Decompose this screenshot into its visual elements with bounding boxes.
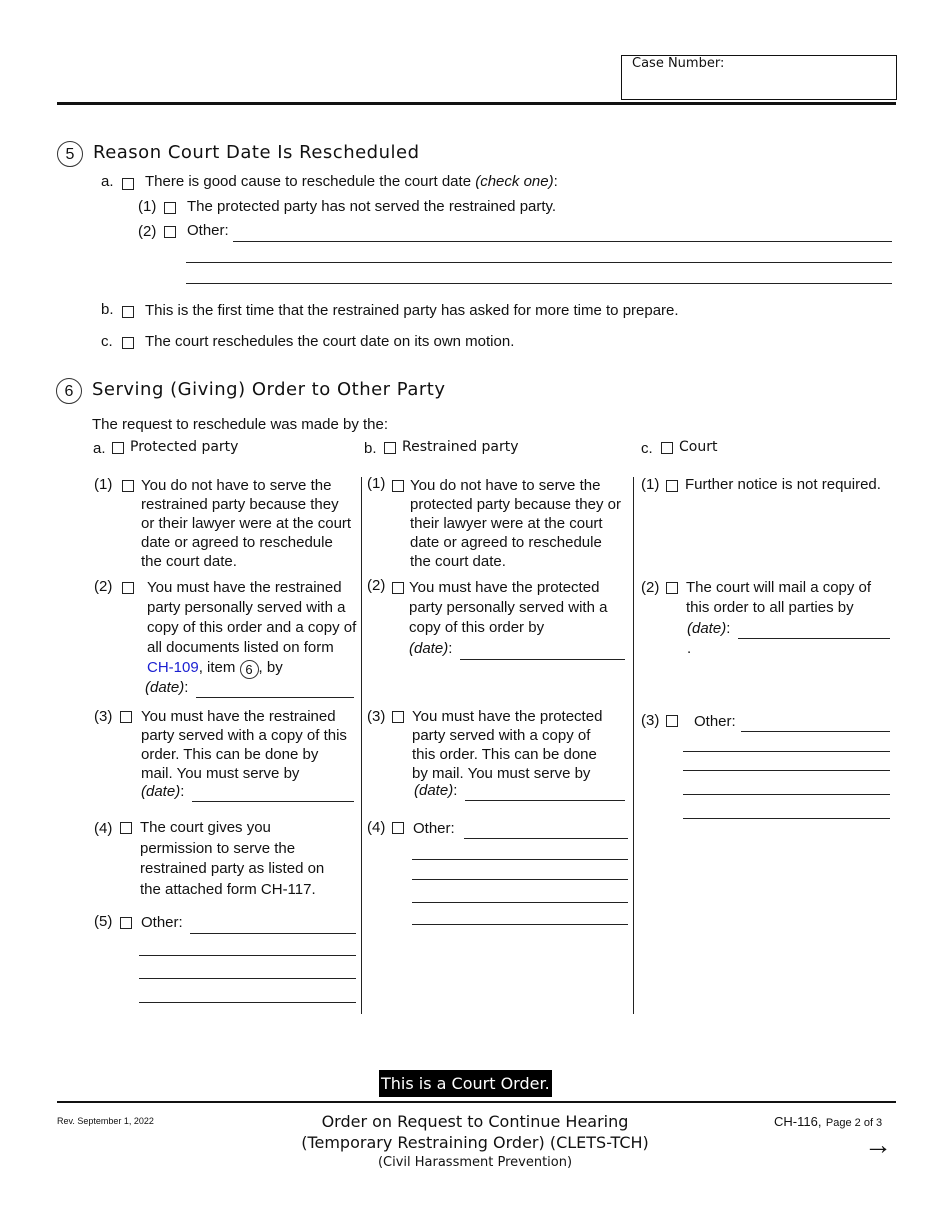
a2-label: You must have the restrained party personally served with a copy of this order and a copy of all documents listed on form	[147, 579, 357, 656]
a5-line-2[interactable]	[139, 955, 356, 956]
a2-date-line[interactable]	[196, 697, 354, 698]
checkbox-a4[interactable]	[120, 822, 132, 834]
b2-text: You must have the protected party personally served with a copy of this order by	[409, 579, 608, 636]
checkbox-5c[interactable]	[122, 337, 134, 349]
c3-num: (3)	[641, 712, 660, 729]
checkbox-c1[interactable]	[666, 480, 678, 492]
checkbox-5a[interactable]	[122, 178, 134, 190]
item-5b-text: This is the first time that the restrained party has asked for more time to prepare.	[145, 302, 679, 319]
a2-colon: :	[184, 679, 189, 696]
checkbox-5a1[interactable]	[164, 202, 176, 214]
a5-line-3[interactable]	[139, 978, 356, 979]
b3-text: You must have the protected party served with a copy of this order. This can be done by mail. You must serve by	[412, 708, 603, 782]
b2-num: (2)	[367, 577, 386, 594]
checkbox-5a2[interactable]	[164, 226, 176, 238]
item-5a-letter: a.	[101, 173, 114, 190]
item-5a-note: (check one)	[475, 173, 554, 190]
c2-text: The court will mail a copy of this order to all parties by	[686, 579, 872, 616]
item-5c-text: The court reschedules the court date on its own motion.	[145, 333, 515, 350]
a1-text: You do not have to serve the restrained party because they or their lawyer were at the court date or agreed to reschedule the court date.	[141, 477, 352, 570]
b3-num: (3)	[367, 708, 386, 725]
checkbox-col-b[interactable]	[384, 442, 396, 454]
checkbox-c3[interactable]	[666, 715, 678, 727]
header-rule	[57, 102, 896, 105]
a2-item-number: 6	[240, 660, 259, 679]
c2-date-label	[687, 619, 730, 638]
next-page-arrow-icon[interactable]: →	[864, 1129, 892, 1160]
checkbox-a5[interactable]	[120, 917, 132, 929]
b1-num: (1)	[367, 475, 386, 492]
a2-by-text: , by	[258, 659, 283, 676]
checkbox-b3[interactable]	[392, 711, 404, 723]
footer-title-block	[225, 1111, 725, 1172]
item-5a2-text: Other:	[187, 222, 229, 239]
a1-num: (1)	[94, 476, 113, 493]
b3-date-label	[414, 781, 457, 800]
a2-date: (date)	[145, 679, 185, 696]
a3-date: (date)	[141, 783, 181, 800]
col-a-label: Protected party	[130, 439, 239, 455]
item-5a2-num: (2)	[138, 223, 157, 240]
c2-date-line[interactable]	[738, 638, 890, 639]
column-divider-1	[361, 477, 362, 1014]
c2-colon: :	[726, 620, 731, 637]
item-5b-letter: b.	[101, 301, 114, 318]
b3-date-line[interactable]	[465, 800, 625, 801]
b4-num: (4)	[367, 819, 386, 836]
c1-num: (1)	[641, 476, 660, 493]
checkbox-b4[interactable]	[392, 822, 404, 834]
b3-colon: :	[453, 782, 458, 799]
a5-line-4[interactable]	[139, 1002, 356, 1003]
a2-text	[147, 578, 357, 679]
item-5a-label: There is good cause to reschedule the court date	[145, 173, 472, 190]
a4-text: The court gives you permission to serve the restrained party as listed on the attached form CH-117.	[140, 819, 325, 898]
c3-text: Other:	[694, 713, 736, 730]
other-line-2[interactable]	[186, 262, 892, 263]
section-6-title: Serving (Giving) Order to Other Party	[92, 379, 446, 400]
checkbox-col-c[interactable]	[661, 442, 673, 454]
col-c-letter: c.	[641, 440, 653, 457]
checkbox-b2[interactable]	[392, 582, 404, 594]
a3-date-line[interactable]	[192, 801, 354, 802]
checkbox-a1[interactable]	[122, 480, 134, 492]
section-5-number: 5	[57, 141, 83, 167]
b2-date-line[interactable]	[460, 659, 625, 660]
item-5a1-text: The protected party has not served the restrained party.	[187, 198, 557, 215]
col-b-letter: b.	[364, 440, 377, 457]
a5-text: Other:	[141, 914, 183, 931]
col-b-label: Restrained party	[402, 439, 519, 455]
b4-text: Other:	[413, 820, 455, 837]
checkbox-c2[interactable]	[666, 582, 678, 594]
column-divider-2	[633, 477, 634, 1014]
section-6-number: 6	[56, 378, 82, 404]
page-number: Page 2 of 3	[825, 1117, 883, 1129]
c2-period: .	[687, 640, 692, 657]
footer-title-3: (Civil Harassment Prevention)	[377, 1155, 573, 1170]
other-line-3[interactable]	[186, 283, 892, 284]
court-order-banner: This is a Court Order.	[379, 1070, 552, 1097]
item-5c-letter: c.	[101, 333, 113, 350]
a2-num: (2)	[94, 578, 113, 595]
c2-num: (2)	[641, 579, 660, 596]
b1-text: You do not have to serve the protected party because they or their lawyer were at the court date or agreed to reschedule the court date.	[410, 477, 621, 570]
a3-date-label	[141, 782, 184, 801]
other-line-1[interactable]	[233, 241, 892, 242]
c3-line-4[interactable]	[683, 794, 890, 795]
b2-colon: :	[448, 640, 453, 657]
a3-num: (3)	[94, 708, 113, 725]
item-5a1-num: (1)	[138, 198, 157, 215]
item-5a-text	[145, 172, 558, 191]
c3-line-2[interactable]	[683, 751, 890, 752]
checkbox-a3[interactable]	[120, 711, 132, 723]
case-number-label: Case Number:	[632, 56, 725, 71]
revision-date: Rev. September 1, 2022	[57, 1116, 154, 1126]
checkbox-b1[interactable]	[392, 480, 404, 492]
c1-text: Further notice is not required.	[685, 476, 881, 493]
footer-title-1: Order on Request to Continue Hearing	[321, 1112, 629, 1131]
ch-109-link[interactable]: CH-109	[147, 659, 199, 676]
checkbox-a2[interactable]	[122, 582, 134, 594]
footer-title-2: (Temporary Restraining Order) (CLETS-TCH)	[301, 1133, 649, 1152]
a5-num: (5)	[94, 913, 113, 930]
b4-line-3[interactable]	[412, 879, 628, 880]
a3-colon: :	[180, 783, 185, 800]
col-c-label: Court	[679, 439, 718, 455]
col-a-letter: a.	[93, 440, 106, 457]
b4-line-1[interactable]	[464, 838, 628, 839]
section-6-intro: The request to reschedule was made by the:	[92, 416, 389, 433]
footer-rule	[57, 1101, 896, 1103]
form-id: CH-116,	[774, 1114, 822, 1129]
b3-date: (date)	[414, 782, 454, 799]
a2-item-text: , item	[198, 659, 236, 676]
b4-line-4[interactable]	[412, 902, 628, 903]
item-5a-colon: :	[553, 173, 558, 190]
section-5-title: Reason Court Date Is Rescheduled	[93, 142, 420, 163]
b2-date: (date)	[409, 640, 449, 657]
b4-line-2[interactable]	[412, 859, 628, 860]
c2-date: (date)	[687, 620, 727, 637]
checkbox-5b[interactable]	[122, 306, 134, 318]
c3-line-5[interactable]	[683, 818, 890, 819]
a3-text: You must have the restrained party served with a copy of this order. This can be done by mail. You must serve by	[141, 708, 347, 782]
a2-date-label	[145, 678, 188, 697]
case-number-box[interactable]	[621, 55, 897, 100]
c3-line-3[interactable]	[683, 770, 890, 771]
a4-num: (4)	[94, 820, 113, 837]
a5-line-1[interactable]	[190, 933, 356, 934]
c3-line-1[interactable]	[741, 731, 890, 732]
checkbox-col-a[interactable]	[112, 442, 124, 454]
b4-line-5[interactable]	[412, 924, 628, 925]
b2-date-label	[409, 639, 452, 658]
